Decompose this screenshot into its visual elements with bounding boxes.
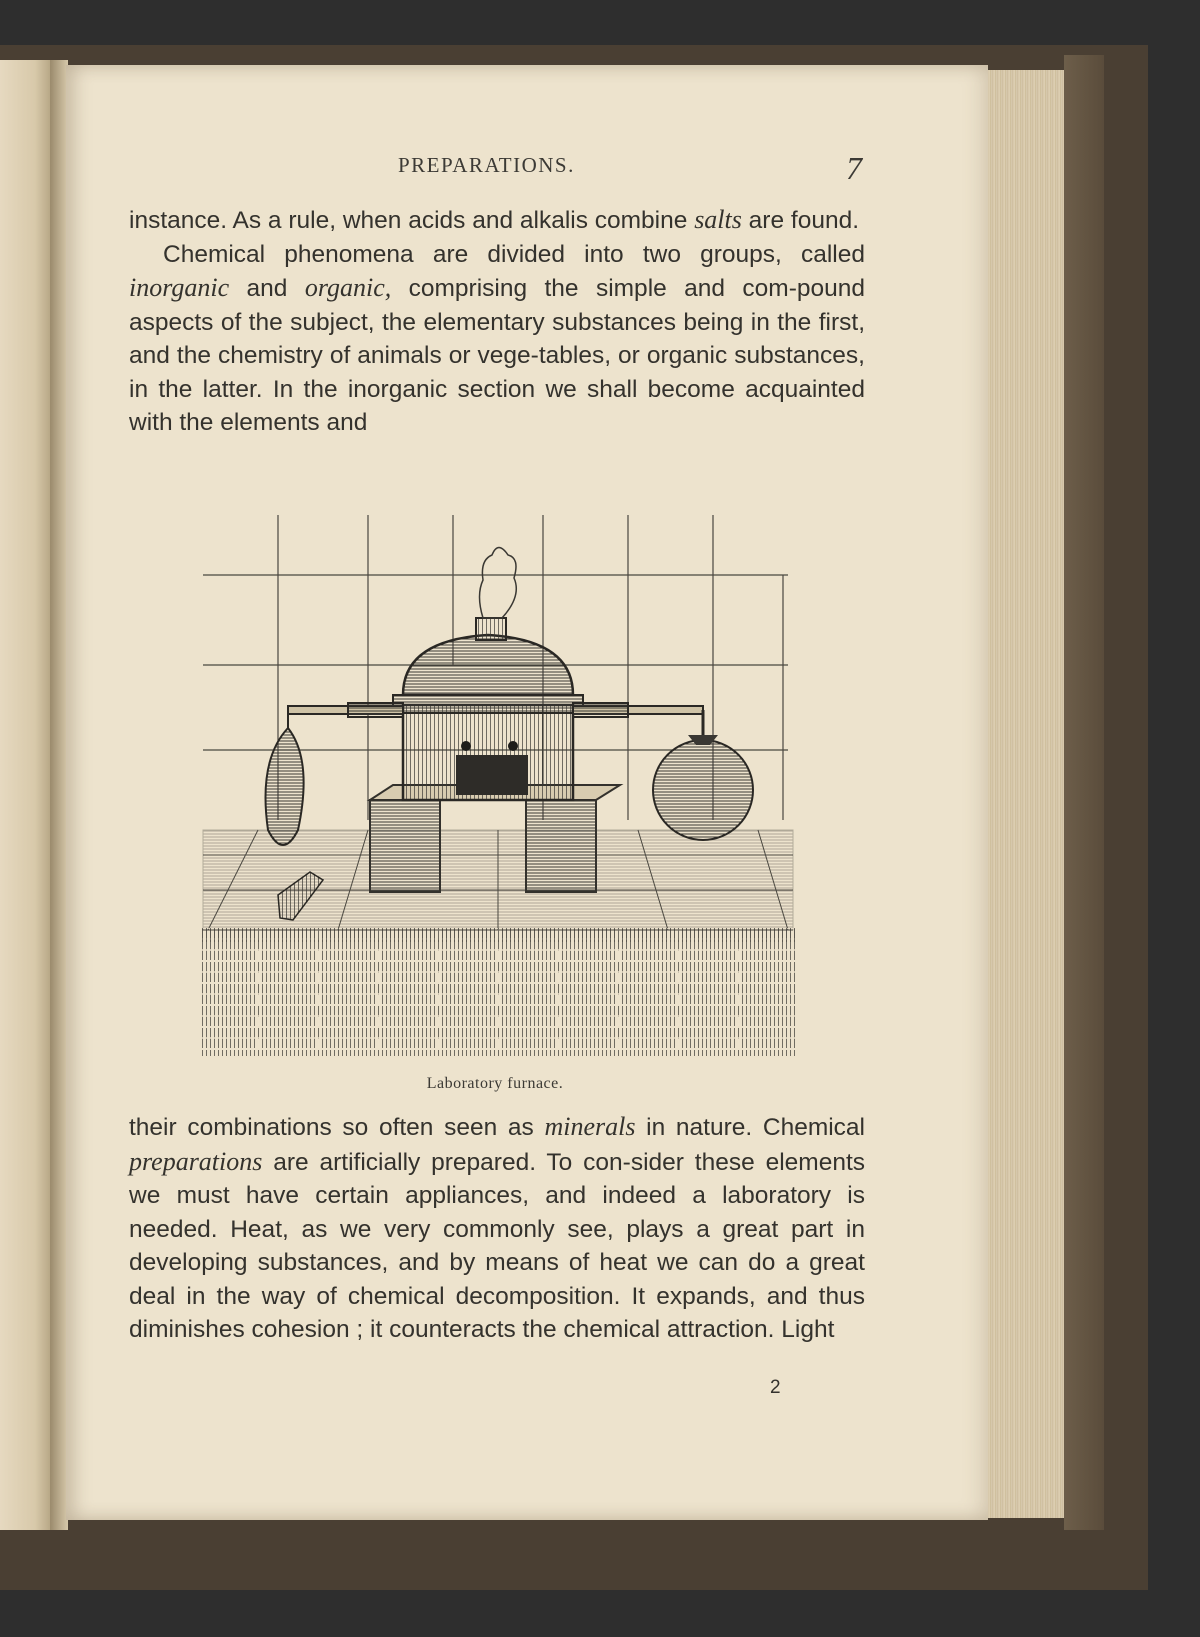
text-run: are artificially prepared. To con-sider these elements we must have certain appliances, and indeed a laboratory is needed. Heat, as we very commonly see, plays a great part in developing substances, and by means of heat we can do a great deal in the way of chemical decomposition. It expands, and thus diminishes cohesion ; it counteracts the chemical attraction. Light (129, 1148, 865, 1343)
text-block-top (129, 203, 865, 440)
paragraph (129, 203, 865, 238)
brick-support-right (526, 800, 596, 892)
left-flask (266, 710, 304, 845)
right-flask (653, 740, 753, 840)
left-page-edge (0, 60, 50, 1530)
page-number: 7 (846, 150, 862, 186)
text-run: Chemical phenomena are divided into two groups, called (163, 240, 865, 268)
text-run: and (229, 275, 305, 302)
text-run: comprising the simple and com-pound aspects of the subject, the elementary substances being in the first, and the chemistry of animals or vege-tables, or organic substances, in the latter. In the inorganic section we shall become acquainted with the elements and (129, 275, 866, 436)
text-run: their combinations so often seen as (129, 1114, 545, 1141)
paragraph (129, 1110, 865, 1347)
furnace-door (456, 755, 528, 795)
text-run: are found. (741, 207, 860, 234)
laboratory-furnace-illustration (198, 500, 798, 1060)
italic-term: salts (694, 205, 742, 234)
italic-term: inorganic (129, 273, 230, 302)
furnace-dome (403, 635, 573, 695)
brick-base (200, 928, 796, 1056)
brick-support-left (370, 800, 440, 892)
cover-edge (1064, 55, 1104, 1530)
page-header (0, 150, 1200, 190)
text-run: in nature. Chemical (635, 1114, 865, 1141)
text-block-bottom (129, 1110, 865, 1347)
text-run: instance. As a rule, when acids and alkalis combine (129, 207, 695, 234)
italic-term: preparations (129, 1146, 263, 1176)
signature-mark: 2 (770, 1377, 781, 1398)
paragraph (129, 238, 865, 440)
flame (480, 548, 517, 619)
page-edges (986, 70, 1064, 1518)
italic-term: organic, (304, 273, 392, 302)
running-head: PREPARATIONS. (398, 153, 575, 177)
italic-term: minerals (544, 1112, 636, 1141)
figure-caption: Laboratory furnace. (426, 1075, 564, 1092)
